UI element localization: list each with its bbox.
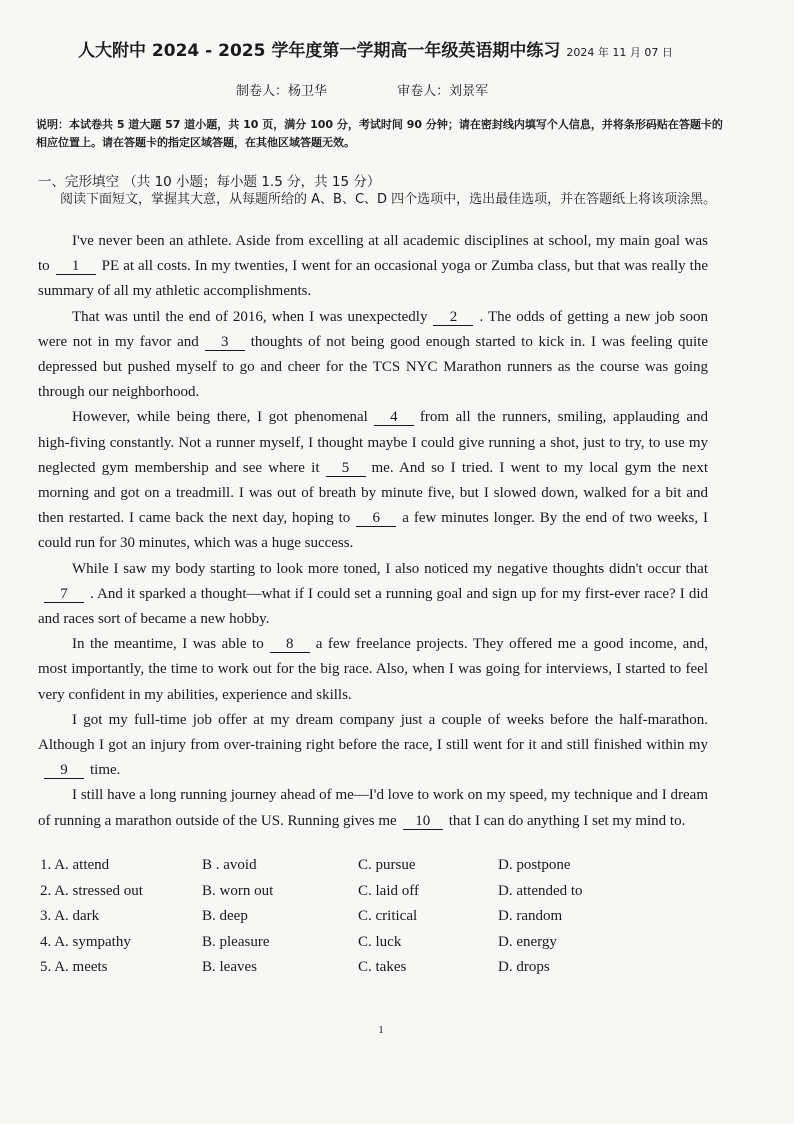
option-b: B. pleasure (202, 933, 270, 950)
author-line (236, 80, 636, 99)
paragraph-2: That was until the end of 2016, when I was unexpectedly 2 . The odds of getting a new job soon were not in my favor and 3 thoughts of not being good enough started to kick in. I was feeling quite depressed but pushed myself to go and cheer for the TCS NYC Marathon runners as the course was going through our neighborhood. (38, 308, 708, 401)
option-c: C. laid off (358, 882, 419, 899)
paragraph-7: I still have a long running journey ahead of me—I'd love to work on my speed, my technique and I dream of running a marathon outside of the US. Running gives me 10 that I can do anything I set my mind to. (38, 787, 708, 829)
option-d: D. energy (498, 933, 557, 950)
option-a: A. sympathy (54, 933, 131, 950)
option-b: B. leaves (202, 959, 257, 976)
option-d: D. random (498, 908, 563, 925)
option-a: A. attend (54, 857, 110, 873)
option-c: C. luck (358, 933, 402, 950)
paragraph-3: However, while being there, I got phenomenal 4 from all the runners, smiling, applauding and high-fiving constantly. Not a runner myself, I thought maybe I could give running a shot, just to try, to use my neglected gym membership and see where it 5 me. And so I tried. I went to my local gym the next morning and got on a treadmill. I was out of breath by minute five, but I slowed down, walked for a bit and then restarted. I came back the next day, hoping to 6 a few minutes longer. By the end of two weeks, I could run for 30 minutes, which was a huge success. (38, 409, 708, 552)
reviewer: 审卷人：刘景军 (397, 84, 489, 99)
option-d: D. drops (498, 959, 550, 976)
option-c: C. takes (358, 959, 407, 976)
blank-8: 8 (270, 636, 310, 653)
paragraph-5: In the meantime, I was able to 8 a few freelance projects. They offered me a good income, and, most importantly, the time to work out for the big race. Also, when I was going for interviews, I started to feel very confident in my abilities, experience and skills. (38, 636, 708, 703)
paragraph-1: I've never been an athlete. Aside from excelling at all academic disciplines at school, my main goal was to 1 PE at all costs. In my twenties, I went for an occasional yoga or Zumba class, but that was really the summary of all my athletic accomplishments. (38, 233, 708, 300)
blank-1: 1 (56, 258, 96, 275)
exam-date: 2024 年 11 月 07 日 (566, 46, 673, 59)
option-a: A. stressed out (54, 882, 143, 899)
option-row-3 (40, 908, 700, 934)
option-c: C. critical (358, 908, 418, 925)
question-number: 5. (40, 959, 52, 976)
exam-title (78, 36, 758, 61)
option-row-5 (40, 959, 700, 985)
page-number: 1 (378, 1024, 384, 1036)
title-text: 人大附中 2024 - 2025 学年度第一学期高一年级英语期中练习 (78, 41, 561, 61)
option-b: B. worn out (202, 882, 274, 899)
option-d: D. attended to (498, 882, 583, 899)
blank-9: 9 (44, 762, 84, 779)
exam-instructions: 说明：本试卷共 5 道大题 57 道小题，共 10 页，满分 100 分，考试时间 90 分钟；请在密封线内填写个人信息，并将条形码贴在答题卡的相应位置上。请在答题卡的指定区域答题，在其他区域答题无效。 (36, 118, 723, 149)
author: 制卷人：杨卫华 (236, 84, 328, 99)
cloze-passage (38, 229, 708, 834)
blank-4: 4 (374, 409, 414, 426)
question-number: 4. (40, 933, 52, 950)
paragraph-4: While I saw my body starting to look more toned, I also noticed my negative thoughts didn't occur that7 . And it sparked a thought—what if I could set a running goal and sign up for my first-ever race? I did and races sort of became a new hobby. (38, 560, 708, 628)
option-c: C. pursue (358, 857, 416, 873)
option-b: B. deep (202, 908, 248, 925)
blank-5: 5 (326, 460, 366, 477)
option-row-2 (40, 883, 700, 909)
option-row-1 (40, 857, 700, 883)
blank-7: 7 (44, 586, 84, 603)
section-directions: 阅读下面短文，掌握其大意，从每题所给的 A、B、C、D 四个选项中，选出最佳选项，并在答题纸上将该项涂黑。 (60, 192, 717, 207)
option-d: D. postpone (498, 857, 571, 873)
blank-2: 2 (433, 309, 473, 326)
option-b: B . avoid (202, 857, 257, 873)
option-a: A. meets (54, 959, 108, 976)
answer-options (40, 857, 700, 985)
question-number: 1. (40, 857, 52, 873)
blank-10: 10 (403, 813, 443, 830)
blank-3: 3 (205, 334, 245, 351)
paragraph-6: I got my full-time job offer at my dream company just a couple of weeks before the half-marathon. Although I got an injury from over-training right before the race, I still went for it and still finished within my9 time. (38, 711, 708, 779)
section-heading: 一、完形填空 （共 10 小题；每小题 1.5 分，共 15 分） (38, 174, 381, 190)
option-a: A. dark (54, 908, 100, 925)
question-number: 3. (40, 908, 52, 925)
question-number: 2. (40, 882, 52, 899)
blank-6: 6 (356, 510, 396, 527)
option-row-4 (40, 934, 700, 960)
